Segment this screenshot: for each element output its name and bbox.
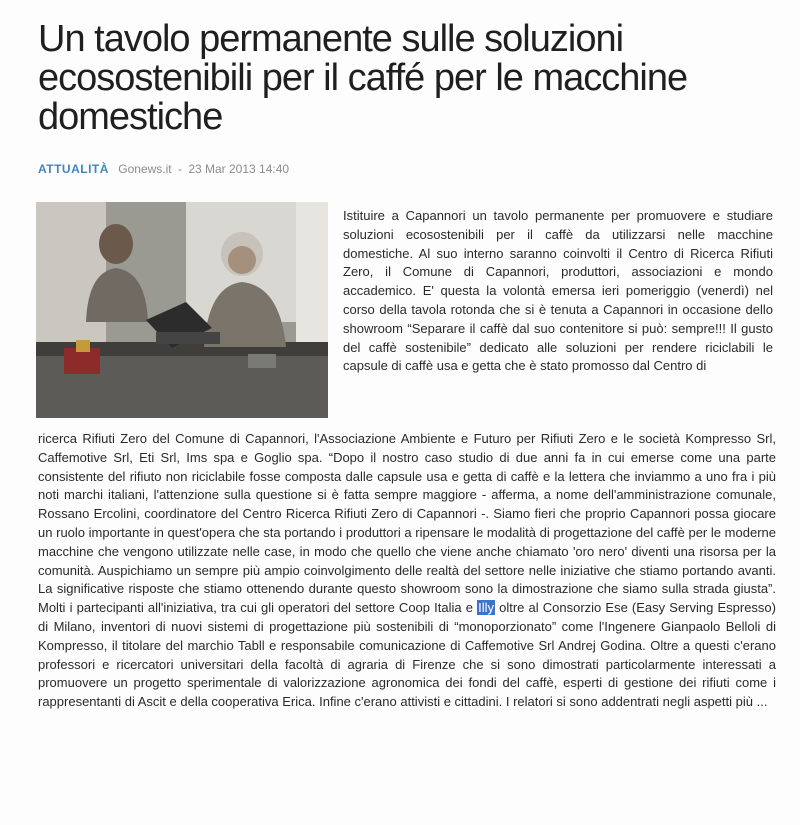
article-headline: Un tavolo permanente sulle soluzioni ecosostenibili per il caffé per le macchine domestiche	[38, 18, 688, 138]
meta-separator: -	[177, 162, 182, 176]
body-text-part: oltre al Consorzio Ese (Easy Serving Espresso) di Milano, inventori di nuovi sistemi di progettazione più sostenibili di “monoporzionato” come l'Ingenere Gianpaolo Belloli di Kompresso, il titolare del marchio Tabll e responsabile comunicazione di Caffemotive Srl Andrej Godina. Oltre a questi c'erano professori e ricercatori universitari della facoltà di agraria di Firenze che si sono dimostrati particolarmente interessati a promuovere un progetto sperimentale di valorizzazione agronomica dei fondi del caffè, esperti di gestione dei rifiuti come i rappresentanti di Ascit e della cooperativa Erica. Infine c'erano attivisti e cittadini. I relatori si sono addentrati negli aspetti più ...	[38, 600, 776, 710]
category-label[interactable]: ATTUALITÀ	[38, 162, 109, 176]
source-label: Gonews.it	[118, 162, 172, 176]
body-text-part: ricerca Rifiuti Zero del Comune di Capannori, l'Associazione Ambiente e Futuro per Rifiuti Zero e le società Kompresso Srl, Caffemotive Srl, Eti Srl, Ims spa e Goglio spa. “Dopo il nostro caso studio di due anni fa in cui emerse come una parte consistente del rifiuto non riciclabile fosse composta dalle capsule usa e getta di caffè e la lettera che inviammo a uno fra i più noti marchi italiani, l'attenzione sulla questione si è fatta sempre maggiore - afferma, a nome dell'amministrazione comunale, Rossano Ercolini, coordinatore del Centro Ricerca Rifiuti Zero di Capannori -. Siamo fieri che proprio Capannori possa giocare un ruolo importante in quest'opera che sta portando i produttori a ripensare le modalità di progettazione del caffè per le moderne macchine che vengono utilizzate nelle case, in modo che quello che viene anche chiamato 'oro nero' diventi una risorsa per la comunità. Auspichiamo un sempre più ampio coinvolgimento delle realtà del settore nelle iniziative che stiamo portando avanti. La significative risposte che stiamo ottenendo durante questo showroom sono la dimostrazione che siamo sulla strada giusta”. Molti i partecipanti all'iniziativa, tra cui gli operatori del settore Coop Italia e	[38, 431, 776, 616]
article-photo	[36, 202, 328, 418]
article-meta	[38, 162, 289, 176]
date-label: 23 Mar 2013 14:40	[188, 162, 290, 176]
highlighted-term[interactable]: Illy	[478, 600, 494, 616]
photo-illustration	[36, 202, 328, 418]
body-paragraph-bottom	[38, 430, 776, 712]
body-paragraph-top: Istituire a Capannori un tavolo permanente per promuovere e studiare soluzioni ecosostenibili per il caffè da utilizzarsi nelle macchine domestiche. Al suo interno saranno coinvolti il Centro di Ricerca Rifiuti Zero, il Comune di Capannori, produttori, associazioni e mondo accademico. E' questa la volontà emersa ieri pomeriggio (venerdì) nel corso della tavola rotonda che si è tenuta a Capannori in occasione dello showroom “Separare il caffè dal suo contenitore si può: sempre!!! Il gusto del caffè sostenibile” dedicato alle soluzioni per rendere riciclabili le capsule di caffè usa e getta che è stato promosso dal Centro di	[343, 208, 773, 374]
